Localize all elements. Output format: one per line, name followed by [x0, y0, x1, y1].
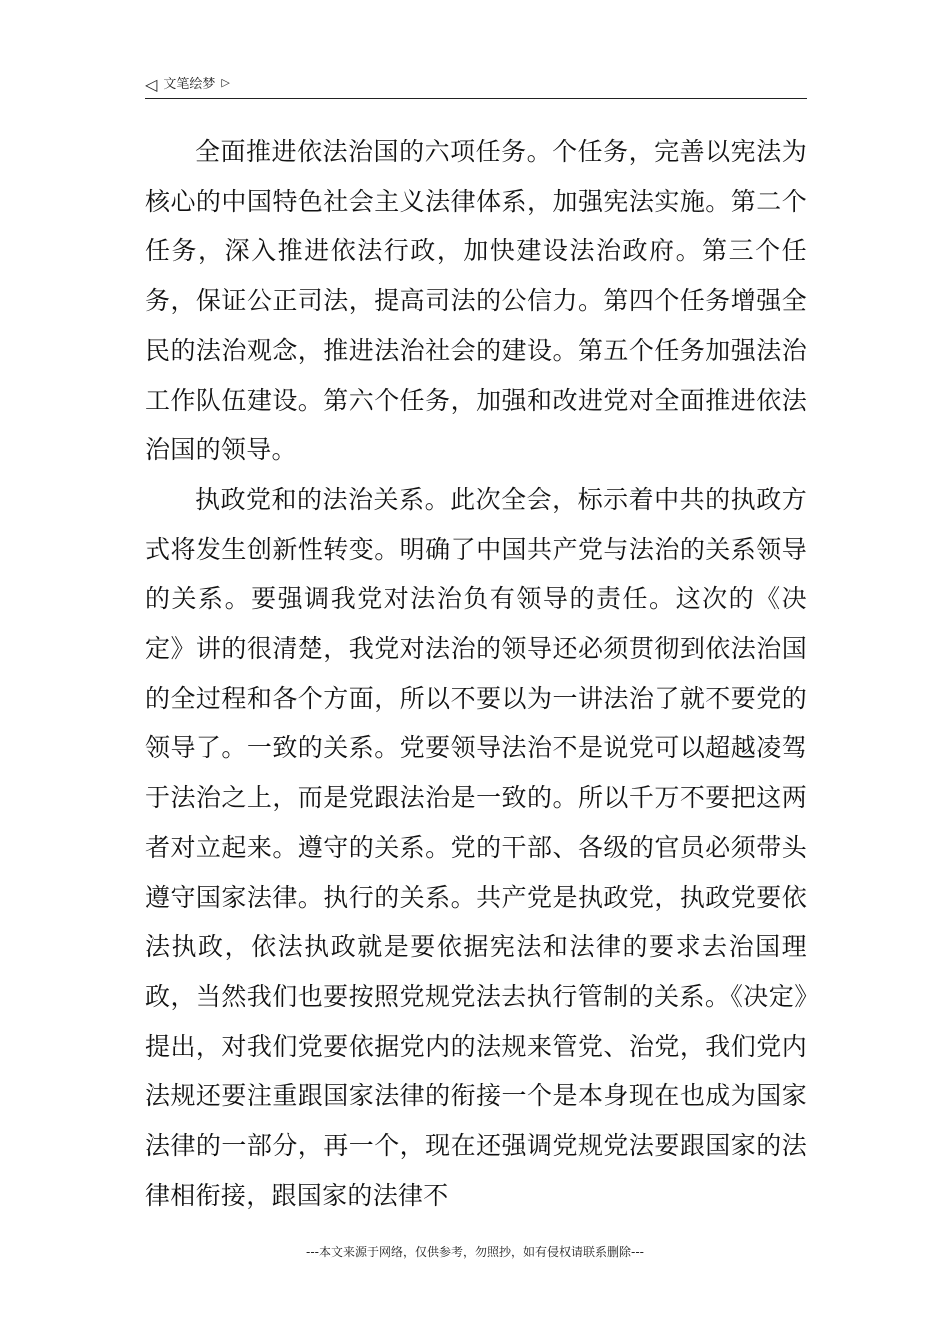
header-title: 文笔绘梦: [163, 77, 216, 92]
page-header: [145, 74, 807, 99]
footer-disclaimer: ---本文来源于网络，仅供参考，勿照抄，如有侵权请联系删除---: [306, 1245, 644, 1259]
paragraph-tasks: 全面推进依法治国的六项任务。个任务，完善以宪法为核心的中国特色社会主义法律体系，加强宪法实施。第二个任务，深入推进依法行政，加快建设法治政府。第三个任务，保证公正司法，提高司法的公信力。第四个任务增强全民的法治观念，推进法治社会的建设。第五个任务加强法治工作队伍建设。第六个任务，加强和改进党对全面推进依法治国的领导。: [145, 137, 807, 465]
paragraph-party-rule-of-law: 执政党和的法治关系。此次全会，标示着中共的执政方式将发生创新性转变。明确了中国共产党与法治的关系领导的关系。要强调我党对法治负有领导的责任。这次的《决定》讲的很清楚，我党对法治的领导还必须贯彻到依法治国的全过程和各个方面，所以不要以为一讲法治了就不要党的领导了。一致的关系。党要领导法治不是说党可以超越凌驾于法治之上，而是党跟法治是一致的。所以千万不要把这两者对立起来。遵守的关系。党的干部、各级的官员必须带头遵守国家法律。执行的关系。共产党是执政党，执政党要依法执政，依法执政就是要依据宪法和法律的要求去治国理政，当然我们也要按照党规党法去执行管制的关系。《决定》提出，对我们党要依据党内的法规来管党、治党，我们党内法规还要注重跟国家法律的衔接一个是本身现在也成为国家法律的一部分，再一个，现在还强调党规党法要跟国家的法律相衔接，跟国家的法律不: [145, 484, 807, 1210]
right-triangle-icon: ▷: [221, 76, 230, 89]
document-body: [145, 127, 807, 1220]
left-triangle-icon: ◁: [145, 75, 158, 94]
